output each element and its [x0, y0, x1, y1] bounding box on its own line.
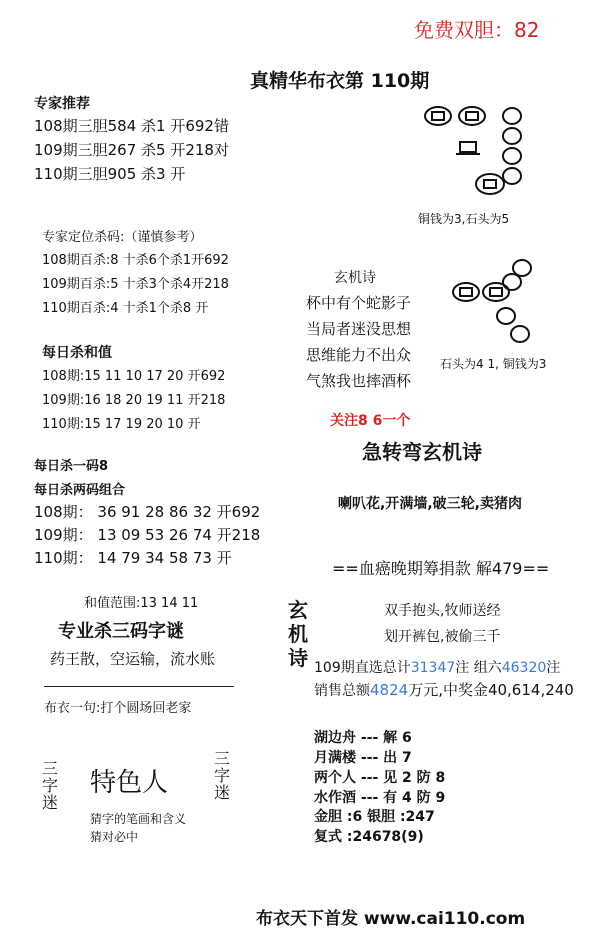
fushi-line: 复式 :24678(9) [314, 829, 424, 845]
divider [44, 686, 234, 687]
kill-one-heading: 每日杀一码8 [34, 459, 109, 474]
poem1-line: 当局者迷没思想 [306, 320, 412, 338]
poem2-line: 划开裤包,被偷三千 [384, 629, 501, 645]
stats-line-2 [314, 679, 574, 700]
stats-number: 4824 [370, 681, 409, 699]
poem1-line: 杯中有个蛇影子 [306, 294, 412, 312]
sum-range: 和值范围:13 14 11 [84, 596, 199, 611]
riddle-text: 药王散，空运输，流水账 [50, 650, 216, 668]
brain-teaser-title: 急转弯玄机诗 [362, 440, 482, 464]
buyi-line: 布衣一句:打个圆场回老家 [44, 701, 192, 716]
hint-line: 两个人 --- 见 2 防 8 [314, 770, 446, 786]
sum-heading: 每日杀和值 [42, 345, 112, 361]
poem1-line: 思维能力不出众 [306, 346, 412, 364]
coin-stone-drawing-2 [450, 258, 550, 348]
sum-line: 108期:15 11 10 17 20 开692 [42, 369, 226, 384]
riddle-title: 专业杀三码字谜 [58, 621, 184, 642]
poem1-title: 玄机诗 [334, 270, 376, 286]
coin-caption-2: 石头为4 1, 铜钱为3 [440, 357, 547, 371]
tese-ren: 特色人 [90, 768, 169, 798]
stats-label: 注 组六 [455, 660, 502, 676]
expert-heading: 专家推荐 [34, 96, 90, 112]
sum-line: 110期:15 17 19 20 10 开 [42, 417, 201, 432]
stats-label: 销售总额 [314, 683, 370, 699]
poem2-line: 双手抱头,牧师送经 [384, 603, 501, 619]
stats-label: 109期直选总计 [314, 660, 411, 676]
footer-credit: 布衣天下首发 www.cai110.com [256, 909, 526, 929]
position-line: 108期百杀:8 十杀6个杀1开692 [42, 253, 229, 268]
sanzimi-vertical-left: 三字迷 [41, 759, 58, 812]
sanzimi-vertical-right: 三字迷 [213, 749, 230, 802]
position-heading: 专家定位杀码:（谨慎参考） [42, 230, 203, 245]
position-line: 109期百杀:5 十杀3个杀4开218 [42, 277, 229, 292]
coin-stone-drawing-1 [420, 102, 530, 198]
stats-label: 万元,中奖金40,614,240 [408, 681, 574, 699]
donation-line: ==血癌晚期筹捐款 解479== [332, 559, 550, 578]
expert-line: 110期三胆905 杀3 开 [34, 165, 186, 183]
expert-line: 109期三胆267 杀5 开218对 [34, 141, 229, 159]
brain-teaser-text: 喇叭花,开满墙,破三轮,卖猪肉 [338, 496, 522, 512]
free-double-badge: 免费双胆：82 [414, 18, 540, 42]
kill-line: 109期： 13 09 53 26 74 开218 [34, 526, 261, 544]
kill-two-heading: 每日杀两码组合 [34, 483, 126, 498]
page-title: 真精华布衣第 110期 [250, 70, 430, 92]
expert-line: 108期三胆584 杀1 开692错 [34, 117, 229, 135]
xuanji-poem-vertical: 玄机诗 [288, 598, 308, 670]
sum-line: 109期:16 18 20 19 11 开218 [42, 393, 226, 408]
stats-number: 31347 [410, 660, 456, 676]
stats-label: 注 [546, 660, 561, 676]
hint-line: 湖边舟 --- 解 6 [314, 730, 412, 746]
position-line: 110期百杀:4 十杀1个杀8 开 [42, 301, 209, 316]
guess-hint: 猜对必中 [90, 830, 139, 844]
stats-line-1 [314, 657, 560, 677]
kill-line: 108期： 36 91 28 86 32 开692 [34, 503, 261, 521]
coin-caption-1: 铜钱为3,石头为5 [418, 212, 510, 226]
poem1-line: 气煞我也摔酒杯 [306, 372, 412, 390]
stats-number: 46320 [501, 660, 547, 676]
guess-hint: 猜字的笔画和含义 [90, 812, 187, 826]
focus-badge: 关注8 6一个 [330, 413, 411, 429]
gold-silver-line: 金胆 :6 银胆 :247 [314, 809, 435, 825]
hint-line: 水作酒 --- 有 4 防 9 [314, 790, 446, 806]
kill-line: 110期： 14 79 34 58 73 开 [34, 549, 232, 567]
hint-line: 月满楼 --- 出 7 [314, 750, 412, 766]
